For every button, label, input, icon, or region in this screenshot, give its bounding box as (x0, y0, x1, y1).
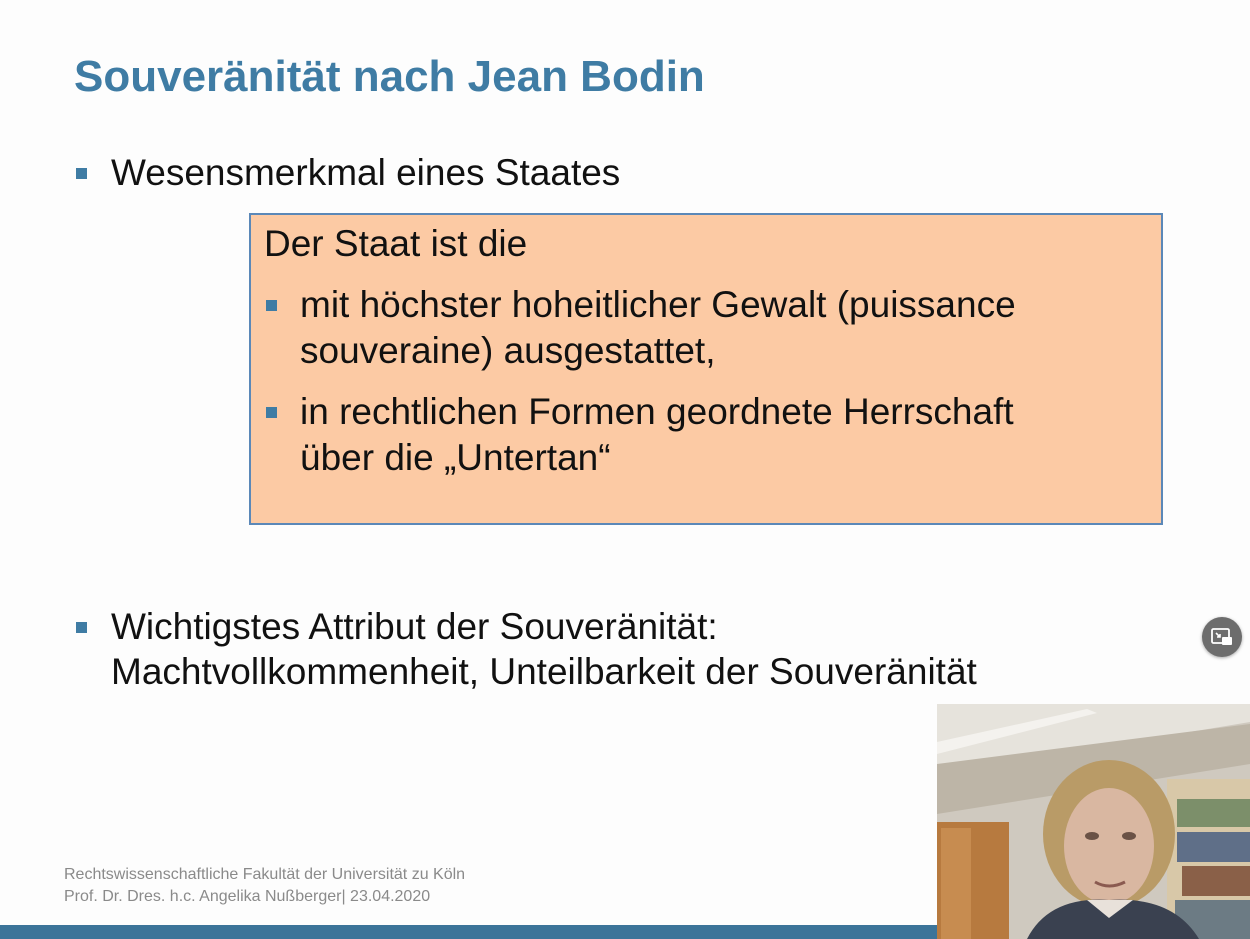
bullet-text: Wichtigstes Attribut der Souveränität: (111, 606, 718, 647)
box-item-line: in rechtlichen Formen geordnete Herrschaft (300, 391, 1014, 432)
presenter-video-icon (937, 704, 1250, 939)
bullet-square-icon (266, 300, 277, 311)
slide-title: Souveränität nach Jean Bodin (74, 52, 705, 101)
definition-box (249, 213, 1163, 525)
footer-faculty: Rechtswissenschaftliche Fakultät der Universität zu Köln (64, 866, 466, 883)
slide-footer (64, 864, 465, 908)
box-item-line: souveraine) ausgestattet, (300, 330, 716, 371)
picture-in-picture-button[interactable] (1202, 617, 1242, 657)
footer-author-date: Prof. Dr. Dres. h.c. Angelika Nußberger| 23.04.2020 (64, 888, 431, 905)
box-item-line: mit höchster hoheitlicher Gewalt (puissance (300, 284, 1016, 325)
bullet-square-icon (76, 168, 87, 179)
box-heading: Der Staat ist die (264, 223, 528, 264)
bullet-square-icon (76, 622, 87, 633)
picture-in-picture-icon (1210, 625, 1234, 649)
bullet-text: Wesensmerkmal eines Staates (111, 152, 621, 193)
bullet-text: Machtvollkommenheit, Unteilbarkeit der Souveränität (111, 651, 977, 692)
box-item-line: über die „Untertan“ (300, 437, 611, 478)
bullet-square-icon (266, 407, 277, 418)
webcam-video-feed[interactable] (937, 704, 1250, 939)
